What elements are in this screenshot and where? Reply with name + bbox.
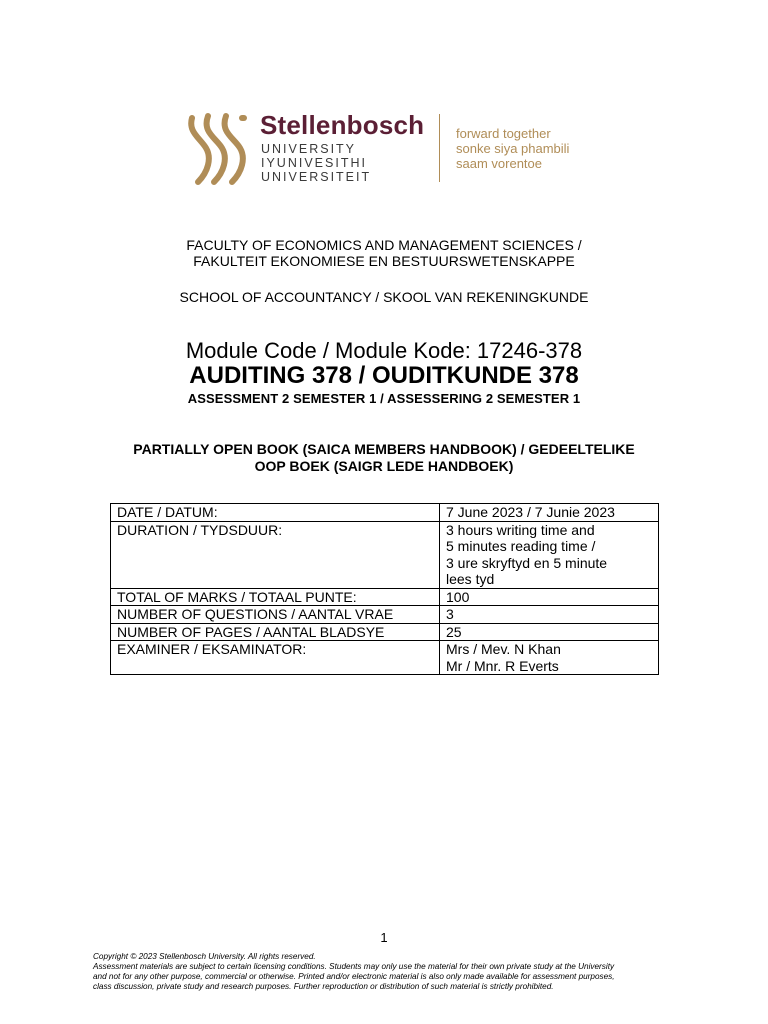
info-label: TOTAL OF MARKS / TOTAAL PUNTE:: [111, 588, 440, 606]
info-value: [440, 623, 659, 641]
info-row: [111, 588, 659, 606]
logo-divider: [439, 114, 440, 182]
faculty-line-english: FACULTY OF ECONOMICS AND MANAGEMENT SCIENCES /: [186, 237, 582, 253]
open-book-notice: [0, 441, 768, 475]
info-value-line: 25: [446, 623, 462, 640]
info-value: [440, 606, 659, 624]
info-value: [440, 641, 659, 675]
page-number: 1: [380, 930, 388, 945]
info-value: [440, 588, 659, 606]
info-row: [111, 641, 659, 675]
footer-line: Assessment materials are subject to certain licensing conditions. Students may only use the material for their own private study at the University: [93, 962, 615, 971]
info-value-line: 3 ure skryftyd en 5 minute: [446, 554, 608, 571]
info-row: [111, 521, 659, 588]
info-value: [440, 504, 659, 522]
tagline-afrikaans: saam vorentoe: [456, 156, 542, 171]
university-name: Stellenbosch: [260, 110, 425, 140]
info-value-line: 7 June 2023 / 7 Junie 2023: [446, 504, 615, 520]
info-row: [111, 606, 659, 624]
stellenbosch-crest-icon: [186, 112, 250, 186]
info-label: EXAMINER / EKSAMINATOR:: [111, 641, 440, 675]
exam-info-table: [110, 503, 659, 675]
info-value-line: Mrs / Mev. N Khan: [446, 641, 561, 657]
info-value-line: 5 minutes reading time /: [446, 538, 596, 554]
open-book-line-2: OOP BOEK (SAIGR LEDE HANDBOEK): [254, 458, 514, 474]
info-value: [440, 521, 659, 588]
footer-line: and not for any other purpose, commercial or otherwise. Printed and/or electronic material is also only made available for assessment purposes,: [93, 972, 615, 981]
info-value-line: Mr / Mnr. R Everts: [446, 657, 559, 674]
copyright-footer: [93, 952, 693, 992]
open-book-line-1: PARTIALLY OPEN BOOK (SAICA MEMBERS HANDBOOK) / GEDEELTELIKE: [133, 441, 635, 457]
footer-line: Copyright © 2023 Stellenbosch University. All rights reserved.: [93, 952, 316, 961]
school-heading: SCHOOL OF ACCOUNTANCY / SKOOL VAN REKENINGKUNDE: [179, 289, 589, 305]
assessment-title: ASSESSMENT 2 SEMESTER 1 / ASSESSERING 2 SEMESTER 1: [187, 391, 581, 406]
info-label: NUMBER OF QUESTIONS / AANTAL VRAE: [111, 606, 440, 624]
info-label: NUMBER OF PAGES / AANTAL BLADSYE: [111, 623, 440, 641]
tagline-english: forward together: [456, 126, 551, 141]
info-label: DATE / DATUM:: [111, 504, 440, 522]
university-logo: [186, 110, 586, 188]
faculty-line-afrikaans: FAKULTEIT EKONOMIESE EN BESTUURSWETENSKAPPE: [193, 253, 575, 269]
info-value-line: 100: [446, 588, 470, 605]
module-title: AUDITING 378 / OUDITKUNDE 378: [189, 362, 579, 389]
info-row: [111, 504, 659, 522]
tagline-xhosa: sonke siya phambili: [456, 141, 570, 156]
module-code: Module Code / Module Kode: 17246-378: [185, 338, 583, 363]
faculty-heading: [0, 237, 768, 269]
footer-line: class discussion, private study and research purposes. Further reproduction or distribution of such material is strictly prohibited.: [93, 982, 554, 991]
info-row: [111, 623, 659, 641]
info-label: DURATION / TYDSDUUR:: [111, 521, 440, 588]
university-sub-xhosa: IYUNIVESITHI: [261, 156, 367, 170]
university-sub-afrikaans: UNIVERSITEIT: [261, 170, 372, 184]
university-sub-english: UNIVERSITY: [261, 142, 357, 156]
info-value-line: 3 hours writing time and: [446, 521, 595, 538]
info-value-line: 3: [446, 606, 454, 622]
info-value-line: lees tyd: [446, 571, 495, 587]
